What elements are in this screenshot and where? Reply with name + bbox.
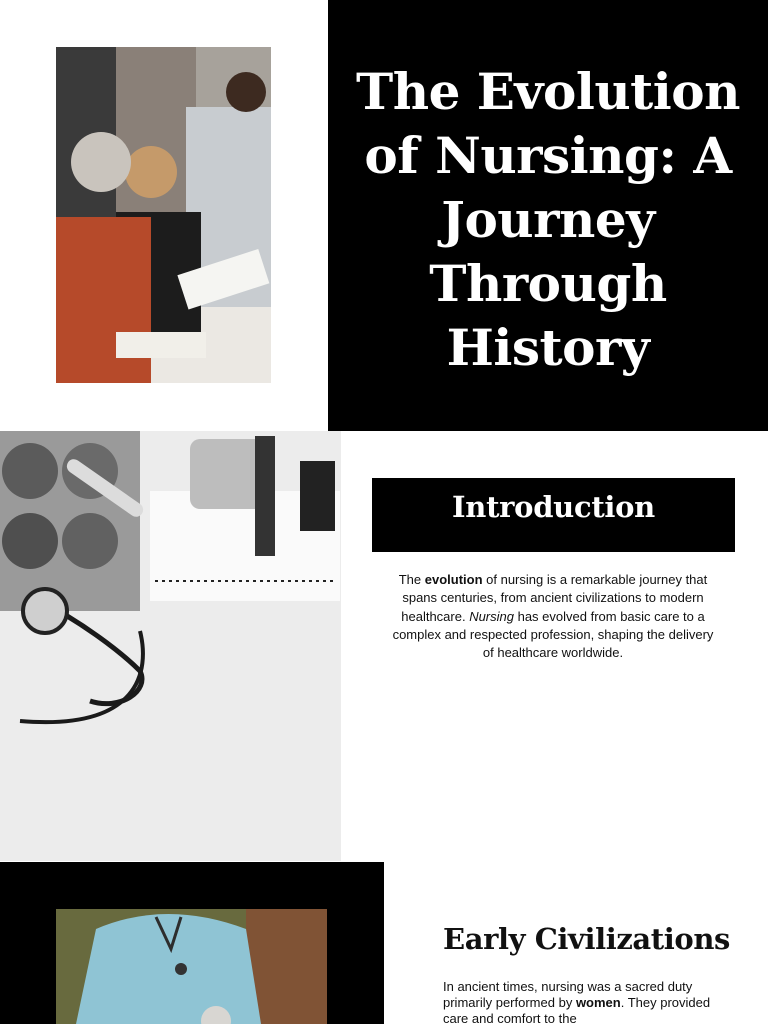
nurse-photo <box>56 909 327 1024</box>
introduction-heading-box <box>372 478 735 552</box>
early-civilizations-paragraph <box>443 979 713 1028</box>
medical-photo-illustration <box>0 431 341 861</box>
early-text-part: In ancient times, nursing was a sacred duty primarily performed by <box>443 979 693 1011</box>
intro-bold-term: evolution <box>424 572 483 587</box>
intro-text-part: The <box>398 572 425 587</box>
meeting-photo-illustration <box>56 47 271 383</box>
introduction-paragraph <box>388 571 718 662</box>
intro-text-part: has evolved from basic care to a complex and respected profession, shaping the delivery of healthcare worldwide. <box>392 608 714 661</box>
introduction-heading: Introduction <box>452 490 655 524</box>
early-civilizations-heading: Early Civilizations <box>443 922 730 956</box>
medical-equipment-photo <box>0 431 341 861</box>
nurse-photo-illustration <box>56 909 327 1024</box>
intro-text-part: of nursing is a remarkable journey that spans centuries, from ancient civilizations to modern healthcare. <box>401 572 708 624</box>
intro-italic-term: Nursing <box>469 608 514 624</box>
page-title: The Evolution of Nursing: A Journey Through History <box>356 62 740 377</box>
early-text-part: . They provided care and comfort to the <box>443 995 711 1027</box>
meeting-photo <box>56 47 271 383</box>
title-panel <box>328 0 768 431</box>
early-bold-term: women <box>575 995 621 1011</box>
